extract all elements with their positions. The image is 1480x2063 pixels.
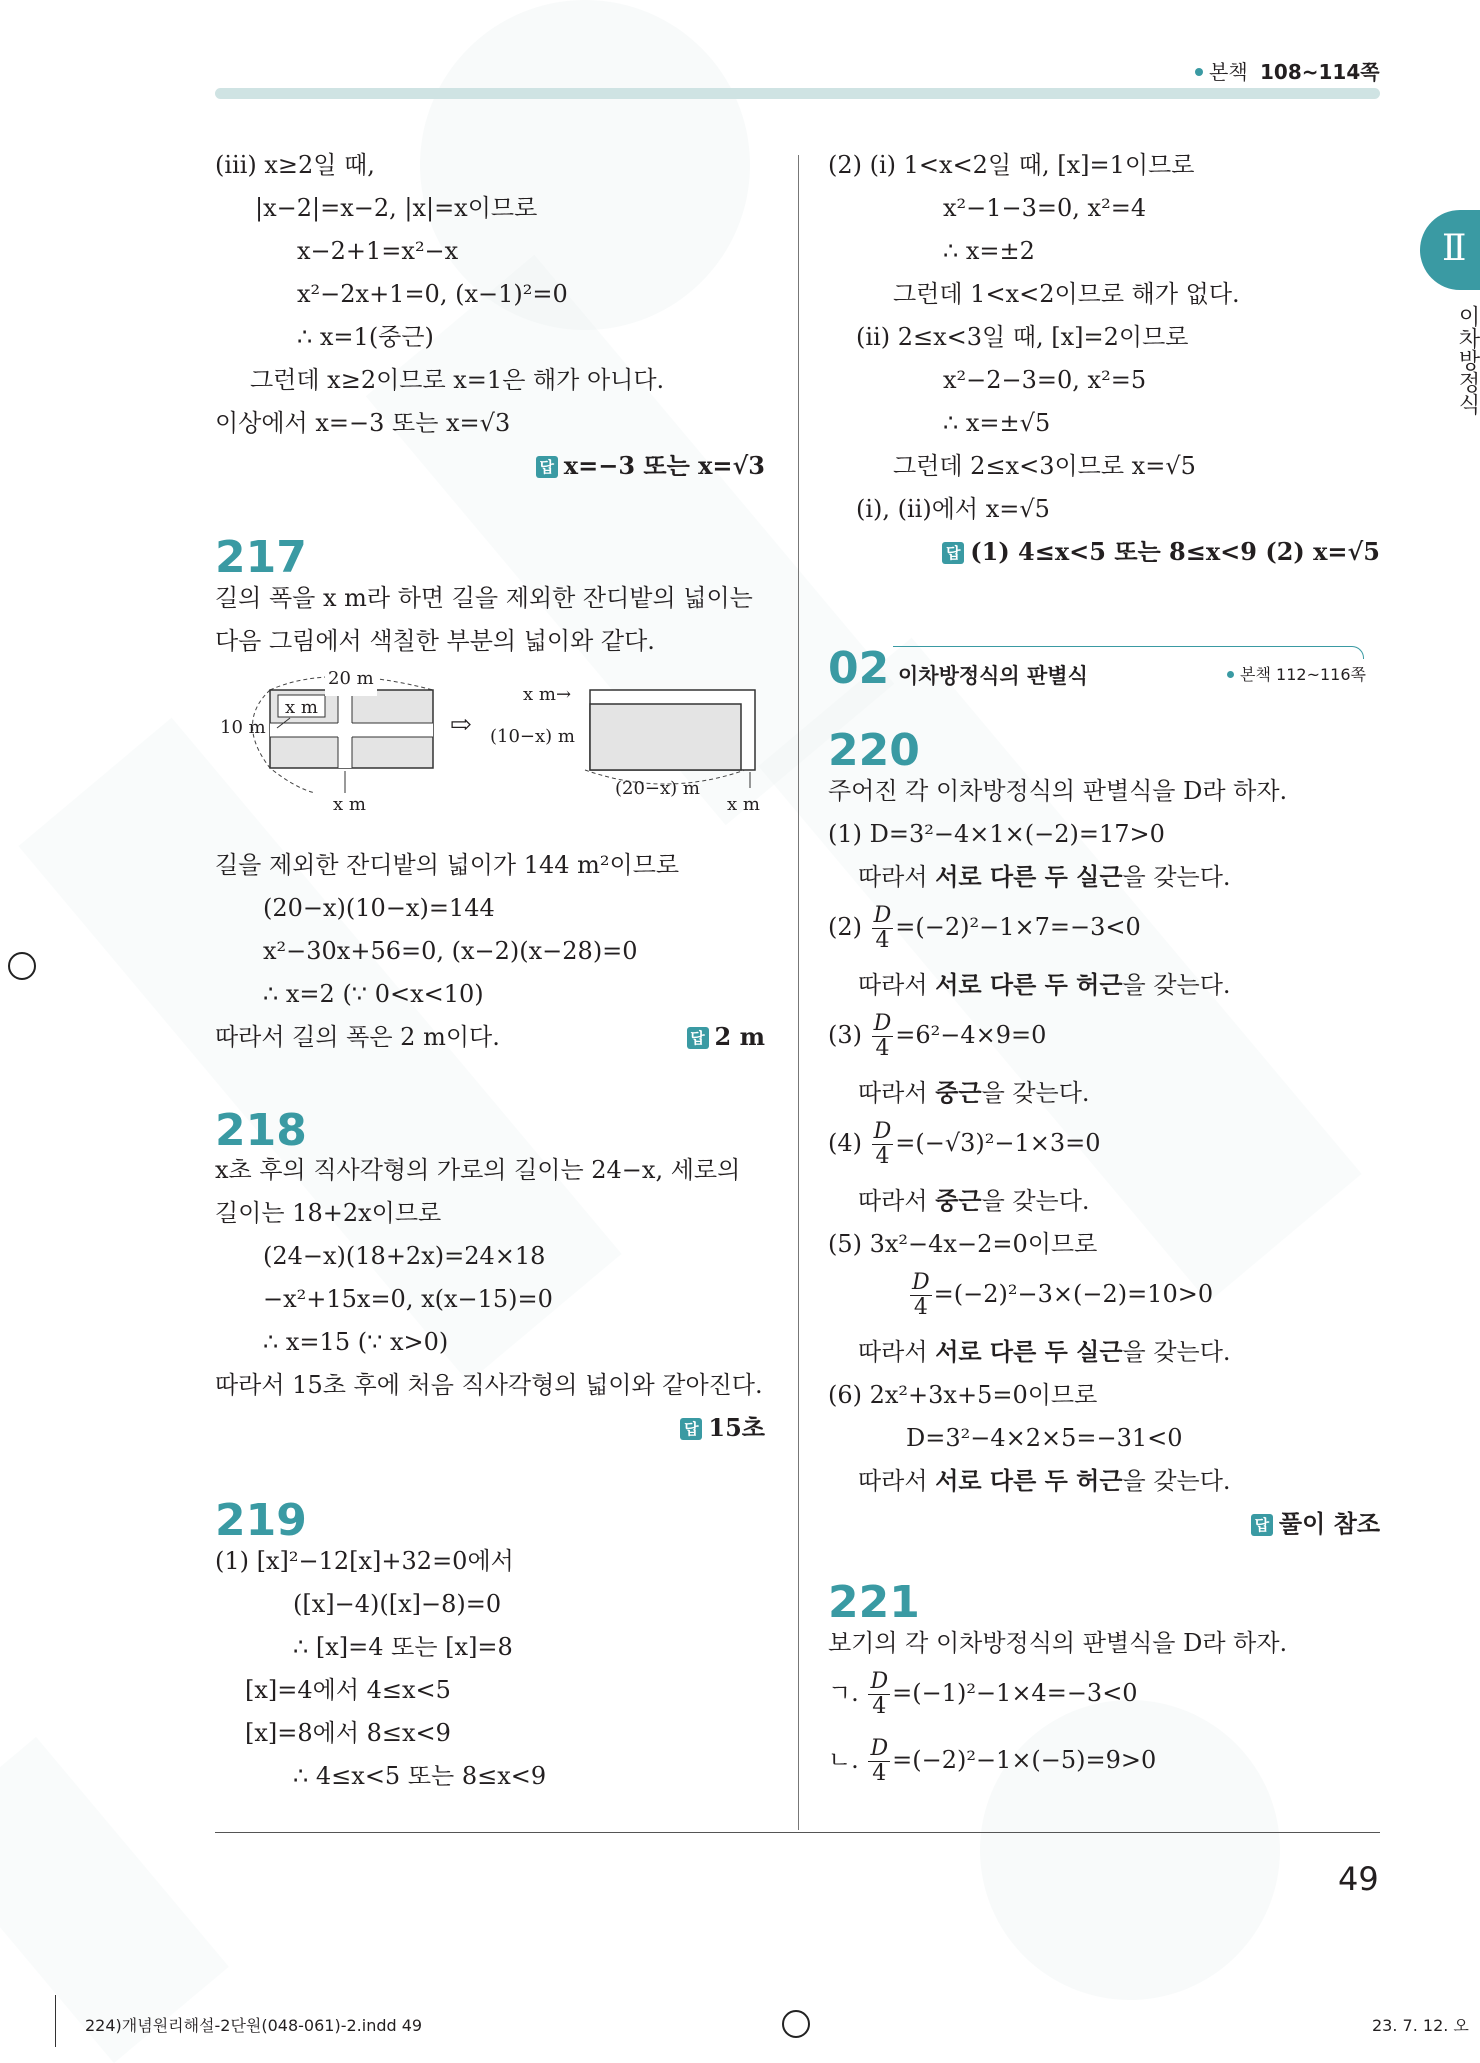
problem-number: 221 bbox=[828, 1577, 920, 1628]
text-line: x초 후의 직사각형의 가로의 길이는 24−x, 세로의 bbox=[215, 1156, 741, 1184]
fraction: $\frac{D}{4}$ bbox=[873, 1011, 892, 1061]
fig-arrow: ⇨ bbox=[450, 710, 472, 740]
header-pages: 108~114쪽 bbox=[1260, 60, 1380, 84]
fig-label-width: (20−x) m bbox=[615, 778, 700, 799]
fraction: $\frac{D}{4}$ bbox=[873, 1119, 892, 1169]
section-title: 이차방정식의 판별식 bbox=[898, 664, 1088, 688]
text-line: (ⅲ) x≥2일 때, bbox=[215, 151, 375, 179]
text-line: ∴ [x]=4 또는 [x]=8 bbox=[293, 1633, 513, 1661]
text-line: 그런데 x≥2이므로 x=1은 해가 아니다. bbox=[250, 366, 665, 394]
text-line: x²−2x+1=0, (x−1)²=0 bbox=[297, 280, 568, 308]
section-rule bbox=[893, 646, 1364, 659]
fraction: $\frac{D}{4}$ bbox=[912, 1270, 930, 1320]
answer-line bbox=[942, 535, 1380, 569]
text-line: 따라서 서로 다른 두 실근을 갖는다. bbox=[858, 863, 1231, 891]
fig-label-10m: 10 m bbox=[220, 717, 266, 738]
text-line: (5) 3x²−4x−2=0이므로 bbox=[828, 1230, 1098, 1258]
text-line: $\frac{D}{4}$ =(−2)²−3×(−2)=10>0 bbox=[912, 1270, 1214, 1320]
crop-line bbox=[55, 1995, 56, 2047]
text-line: ㄴ. $\frac{D}{4}$ =(−2)²−1×(−5)=9>0 bbox=[828, 1736, 1157, 1786]
text-line: 따라서 서로 다른 두 허근을 갖는다. bbox=[858, 971, 1231, 999]
fig-label-height: (10−x) m bbox=[490, 726, 575, 747]
answer-text: (1) 4≤x<5 또는 8≤x<9 (2) x=√5 bbox=[970, 537, 1380, 566]
fig-label-20m: 20 m bbox=[325, 662, 377, 696]
fraction: $\frac{D}{4}$ bbox=[870, 1736, 889, 1786]
chapter-title: 이차방정식 bbox=[1455, 305, 1480, 415]
text-line: ∴ x=15 (∵ x>0) bbox=[263, 1328, 449, 1356]
problem-number: 218 bbox=[215, 1105, 307, 1156]
chapter-tab bbox=[1420, 210, 1480, 290]
header-bar bbox=[215, 88, 1380, 99]
left-column bbox=[215, 148, 765, 1828]
right-column bbox=[828, 148, 1380, 1828]
footer-date: 23. 7. 12. 오 bbox=[1372, 2016, 1469, 2035]
text-line: (20−x)(10−x)=144 bbox=[263, 894, 495, 922]
text-line: [x]=8에서 8≤x<9 bbox=[245, 1719, 451, 1747]
answer-line bbox=[1251, 1507, 1380, 1541]
answer-text: 풀이 참조 bbox=[1278, 1510, 1380, 1538]
fig-label-xm: x m bbox=[285, 697, 318, 718]
text-line: ∴ x=2 (∵ 0<x<10) bbox=[263, 980, 484, 1008]
fig-label-xm-bottom: x m bbox=[333, 794, 366, 815]
text-line: 따라서 15초 후에 처음 직사각형의 넓이와 같아진다. bbox=[215, 1371, 763, 1399]
answer-mark: 답 bbox=[687, 1027, 709, 1049]
fraction: $\frac{D}{4}$ bbox=[873, 903, 892, 953]
text-line: 따라서 중근을 갖는다. bbox=[858, 1187, 1090, 1215]
header-label: 본책 bbox=[1209, 60, 1248, 84]
text-line: 따라서 서로 다른 두 실근을 갖는다. bbox=[858, 1338, 1231, 1366]
bottom-rule bbox=[215, 1832, 1380, 1833]
answer-mark: 답 bbox=[680, 1418, 702, 1440]
text-line: (2) $\frac{D}{4}$ =(−2)²−1×7=−3<0 bbox=[828, 903, 1141, 953]
section-ref-text: 본책 112~116쪽 bbox=[1240, 665, 1366, 684]
registration-mark bbox=[782, 2010, 810, 2038]
text-line: −x²+15x=0, x(x−15)=0 bbox=[263, 1285, 553, 1313]
text-line: ∴ 4≤x<5 또는 8≤x<9 bbox=[293, 1762, 547, 1790]
answer-line bbox=[687, 1020, 765, 1054]
text-line: x−2+1=x²−x bbox=[297, 237, 459, 265]
text-line: (6) 2x²+3x+5=0이므로 bbox=[828, 1381, 1098, 1409]
fraction: $\frac{D}{4}$ bbox=[870, 1669, 889, 1719]
text-line: 그런데 2≤x<3이므로 x=√5 bbox=[893, 452, 1196, 480]
fig-label-xm-top: x m→ bbox=[523, 684, 572, 705]
text-line: D=3²−4×2×5=−31<0 bbox=[906, 1424, 1183, 1452]
answer-line bbox=[680, 1411, 765, 1445]
answer-text: 15초 bbox=[708, 1413, 765, 1442]
text-line: x²−2−3=0, x²=5 bbox=[943, 366, 1147, 394]
text-line: ∴ x=1(중근) bbox=[297, 323, 434, 351]
text-line: 따라서 중근을 갖는다. bbox=[858, 1079, 1090, 1107]
text-line: (24−x)(18+2x)=24×18 bbox=[263, 1242, 546, 1270]
footer-file: 224)개념원리해설-2단원(048-061)-2.indd 49 bbox=[85, 2016, 423, 2035]
fig-label-xm-right: x m bbox=[727, 794, 760, 815]
problem-number: 220 bbox=[828, 725, 920, 776]
text-line: 따라서 서로 다른 두 허근을 갖는다. bbox=[858, 1467, 1231, 1495]
text-line: (1) D=3²−4×1×(−2)=17>0 bbox=[828, 820, 1165, 848]
text-line: 보기의 각 이차방정식의 판별식을 D라 하자. bbox=[828, 1629, 1288, 1657]
problem-number: 217 bbox=[215, 532, 307, 583]
page-number: 49 bbox=[1338, 1860, 1379, 1898]
text-line: |x−2|=x−2, |x|=x이므로 bbox=[255, 194, 538, 222]
answer-mark: 답 bbox=[942, 542, 964, 564]
section-heading bbox=[828, 643, 1380, 698]
chapter-roman: Ⅱ bbox=[1442, 228, 1467, 269]
text-line: (4) $\frac{D}{4}$ =(−√3)²−1×3=0 bbox=[828, 1119, 1101, 1169]
registration-mark bbox=[8, 952, 36, 980]
section-number: 02 bbox=[828, 643, 890, 694]
column-divider bbox=[798, 155, 799, 1830]
text-line: x²−30x+56=0, (x−2)(x−28)=0 bbox=[263, 937, 638, 965]
answer-mark: 답 bbox=[1251, 1514, 1273, 1536]
text-line: [x]=4에서 4≤x<5 bbox=[245, 1676, 451, 1704]
text-line: (3) $\frac{D}{4}$ =6²−4×9=0 bbox=[828, 1011, 1047, 1061]
text-line: 길이는 18+2x이므로 bbox=[215, 1199, 442, 1227]
text-line: 그런데 1<x<2이므로 해가 없다. bbox=[893, 280, 1240, 308]
text-line: 다음 그림에서 색칠한 부분의 넓이와 같다. bbox=[215, 627, 655, 655]
answer-text: x=−3 또는 x=√3 bbox=[563, 451, 765, 480]
page-header bbox=[1195, 56, 1380, 85]
text-line: (ⅰ), (ⅱ)에서 x=√5 bbox=[856, 495, 1050, 523]
problem-number: 219 bbox=[215, 1495, 307, 1546]
answer-line bbox=[536, 449, 765, 483]
answer-text: 2 m bbox=[714, 1022, 765, 1051]
text-line: 이상에서 x=−3 또는 x=√3 bbox=[215, 409, 511, 437]
lawn-figure bbox=[215, 668, 775, 818]
text-line: ㄱ. $\frac{D}{4}$ =(−1)²−1×4=−3<0 bbox=[828, 1669, 1138, 1719]
text-line: ([x]−4)([x]−8)=0 bbox=[293, 1590, 502, 1618]
answer-mark: 답 bbox=[536, 456, 558, 478]
text-line: ∴ x=±2 bbox=[943, 237, 1035, 265]
text-line: ∴ x=±√5 bbox=[943, 409, 1051, 437]
text-line: 길의 폭을 x m라 하면 길을 제외한 잔디밭의 넓이는 bbox=[215, 584, 753, 612]
text-line: (1) [x]²−12[x]+32=0에서 bbox=[215, 1547, 514, 1575]
text-line: (2) (ⅰ) 1<x<2일 때, [x]=1이므로 bbox=[828, 151, 1195, 179]
section-ref bbox=[1227, 662, 1366, 685]
text-line: x²−1−3=0, x²=4 bbox=[943, 194, 1147, 222]
text-line: 길을 제외한 잔디밭의 넓이가 144 m²이므로 bbox=[215, 851, 680, 879]
text-line: 주어진 각 이차방정식의 판별식을 D라 하자. bbox=[828, 777, 1288, 805]
text-line: 따라서 길의 폭은 2 m이다. bbox=[215, 1023, 500, 1051]
text-line: (ⅱ) 2≤x<3일 때, [x]=2이므로 bbox=[856, 323, 1189, 351]
